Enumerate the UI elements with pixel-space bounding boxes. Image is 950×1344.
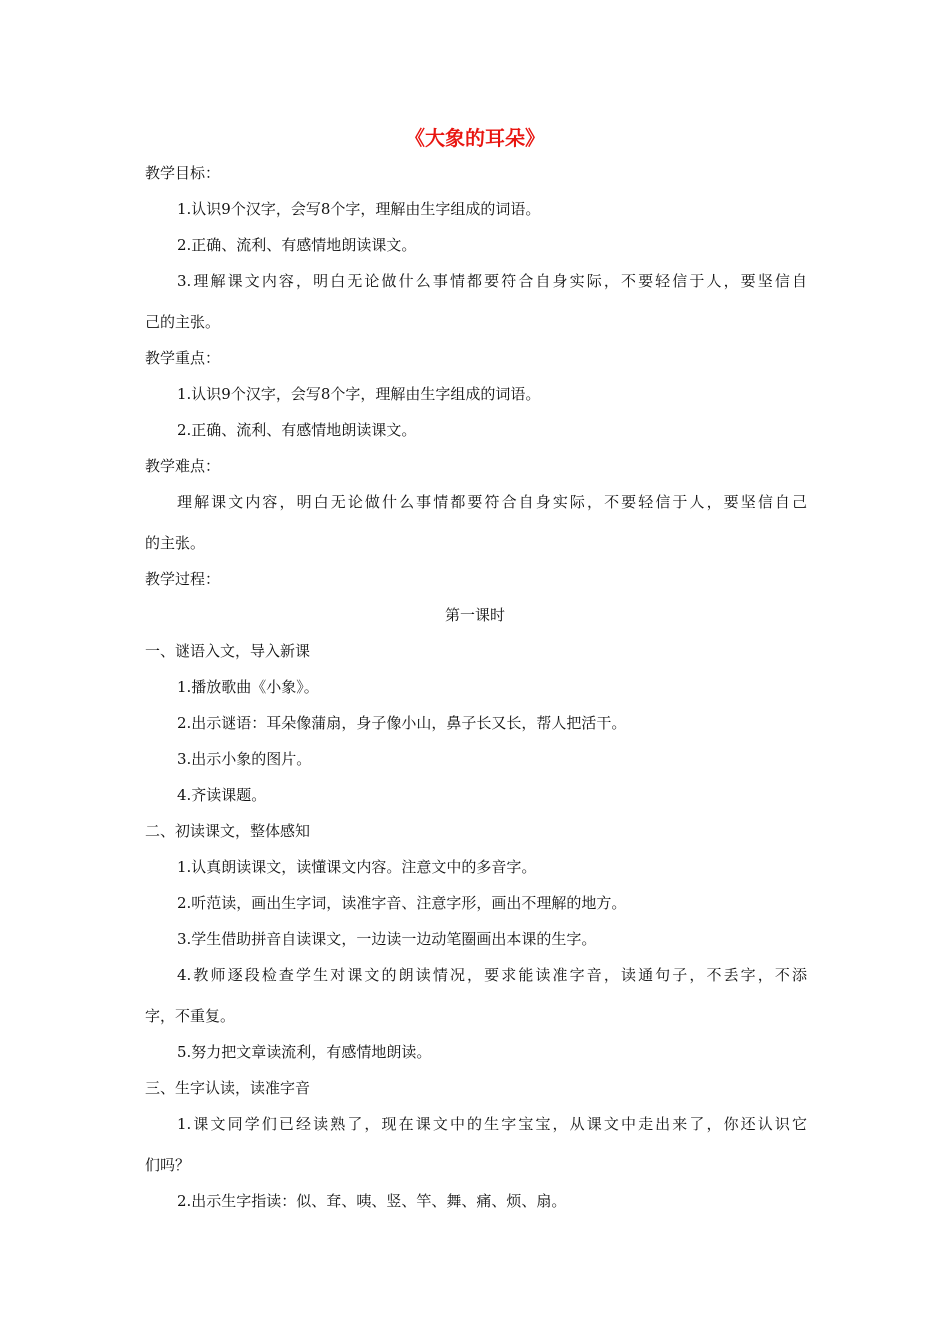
- paragraph-line: 4.齐读课题。: [177, 786, 267, 804]
- document-title: 《大象的耳朵》: [405, 126, 545, 150]
- paragraph-line: 1.播放歌曲《小象》。: [177, 678, 319, 696]
- paragraph-line: 2.出示谜语：耳朵像蒲扇，身子像小山，鼻子长又长，帮人把活干。: [177, 714, 627, 732]
- section-heading: 三、生字认读，读准字音: [145, 1079, 311, 1097]
- heading-objectives: 教学目标：: [145, 164, 221, 182]
- heading-process: 教学过程：: [145, 570, 221, 588]
- paragraph-line: 1.认识9个汉字，会写8个字，理解由生字组成的词语。: [177, 385, 541, 403]
- paragraph-line: 2.听范读，画出生字词，读准字音、注意字形，画出不理解的地方。: [177, 894, 627, 912]
- lesson-period-heading: 第一课时: [444, 606, 505, 624]
- paragraph-line: 的主张。: [145, 534, 206, 552]
- paragraph-line: 3.学生借助拼音自读课文，一边读一边动笔圈画出本课的生字。: [177, 930, 597, 948]
- paragraph-line: 3.出示小象的图片。: [177, 750, 312, 768]
- paragraph-line: 们吗？: [145, 1156, 191, 1174]
- paragraph-line: 1.课文同学们已经读熟了，现在课文中的生字宝宝，从课文中走出来了，你还认识它: [177, 1115, 807, 1133]
- paragraph-line: 2.出示生字指读：似、耷、咦、竖、竿、舞、痛、烦、扇。: [177, 1192, 567, 1210]
- paragraph-line: 4.教师逐段检查学生对课文的朗读情况，要求能读准字音，读通句子，不丢字，不添: [177, 966, 807, 984]
- section-heading: 一、谜语入文，导入新课: [145, 642, 311, 660]
- section-heading: 二、初读课文，整体感知: [145, 822, 311, 840]
- paragraph-line: 1.认识9个汉字，会写8个字，理解由生字组成的词语。: [177, 200, 541, 218]
- paragraph-line: 2.正确、流利、有感情地朗读课文。: [177, 421, 417, 439]
- paragraph-line: 己的主张。: [145, 313, 221, 331]
- paragraph-line: 1.认真朗读课文，读懂课文内容。注意文中的多音字。: [177, 858, 537, 876]
- paragraph-line: 字，不重复。: [145, 1007, 236, 1025]
- paragraph-line: 3.理解课文内容，明白无论做什么事情都要符合自身实际，不要轻信于人，要坚信自: [177, 272, 807, 290]
- paragraph-line: 2.正确、流利、有感情地朗读课文。: [177, 236, 417, 254]
- paragraph-line: 5.努力把文章读流利，有感情地朗读。: [177, 1043, 432, 1061]
- heading-difficulties: 教学难点：: [145, 457, 221, 475]
- heading-key-points: 教学重点：: [145, 349, 221, 367]
- paragraph-line: 理解课文内容，明白无论做什么事情都要符合自身实际，不要轻信于人，要坚信自己: [177, 493, 807, 511]
